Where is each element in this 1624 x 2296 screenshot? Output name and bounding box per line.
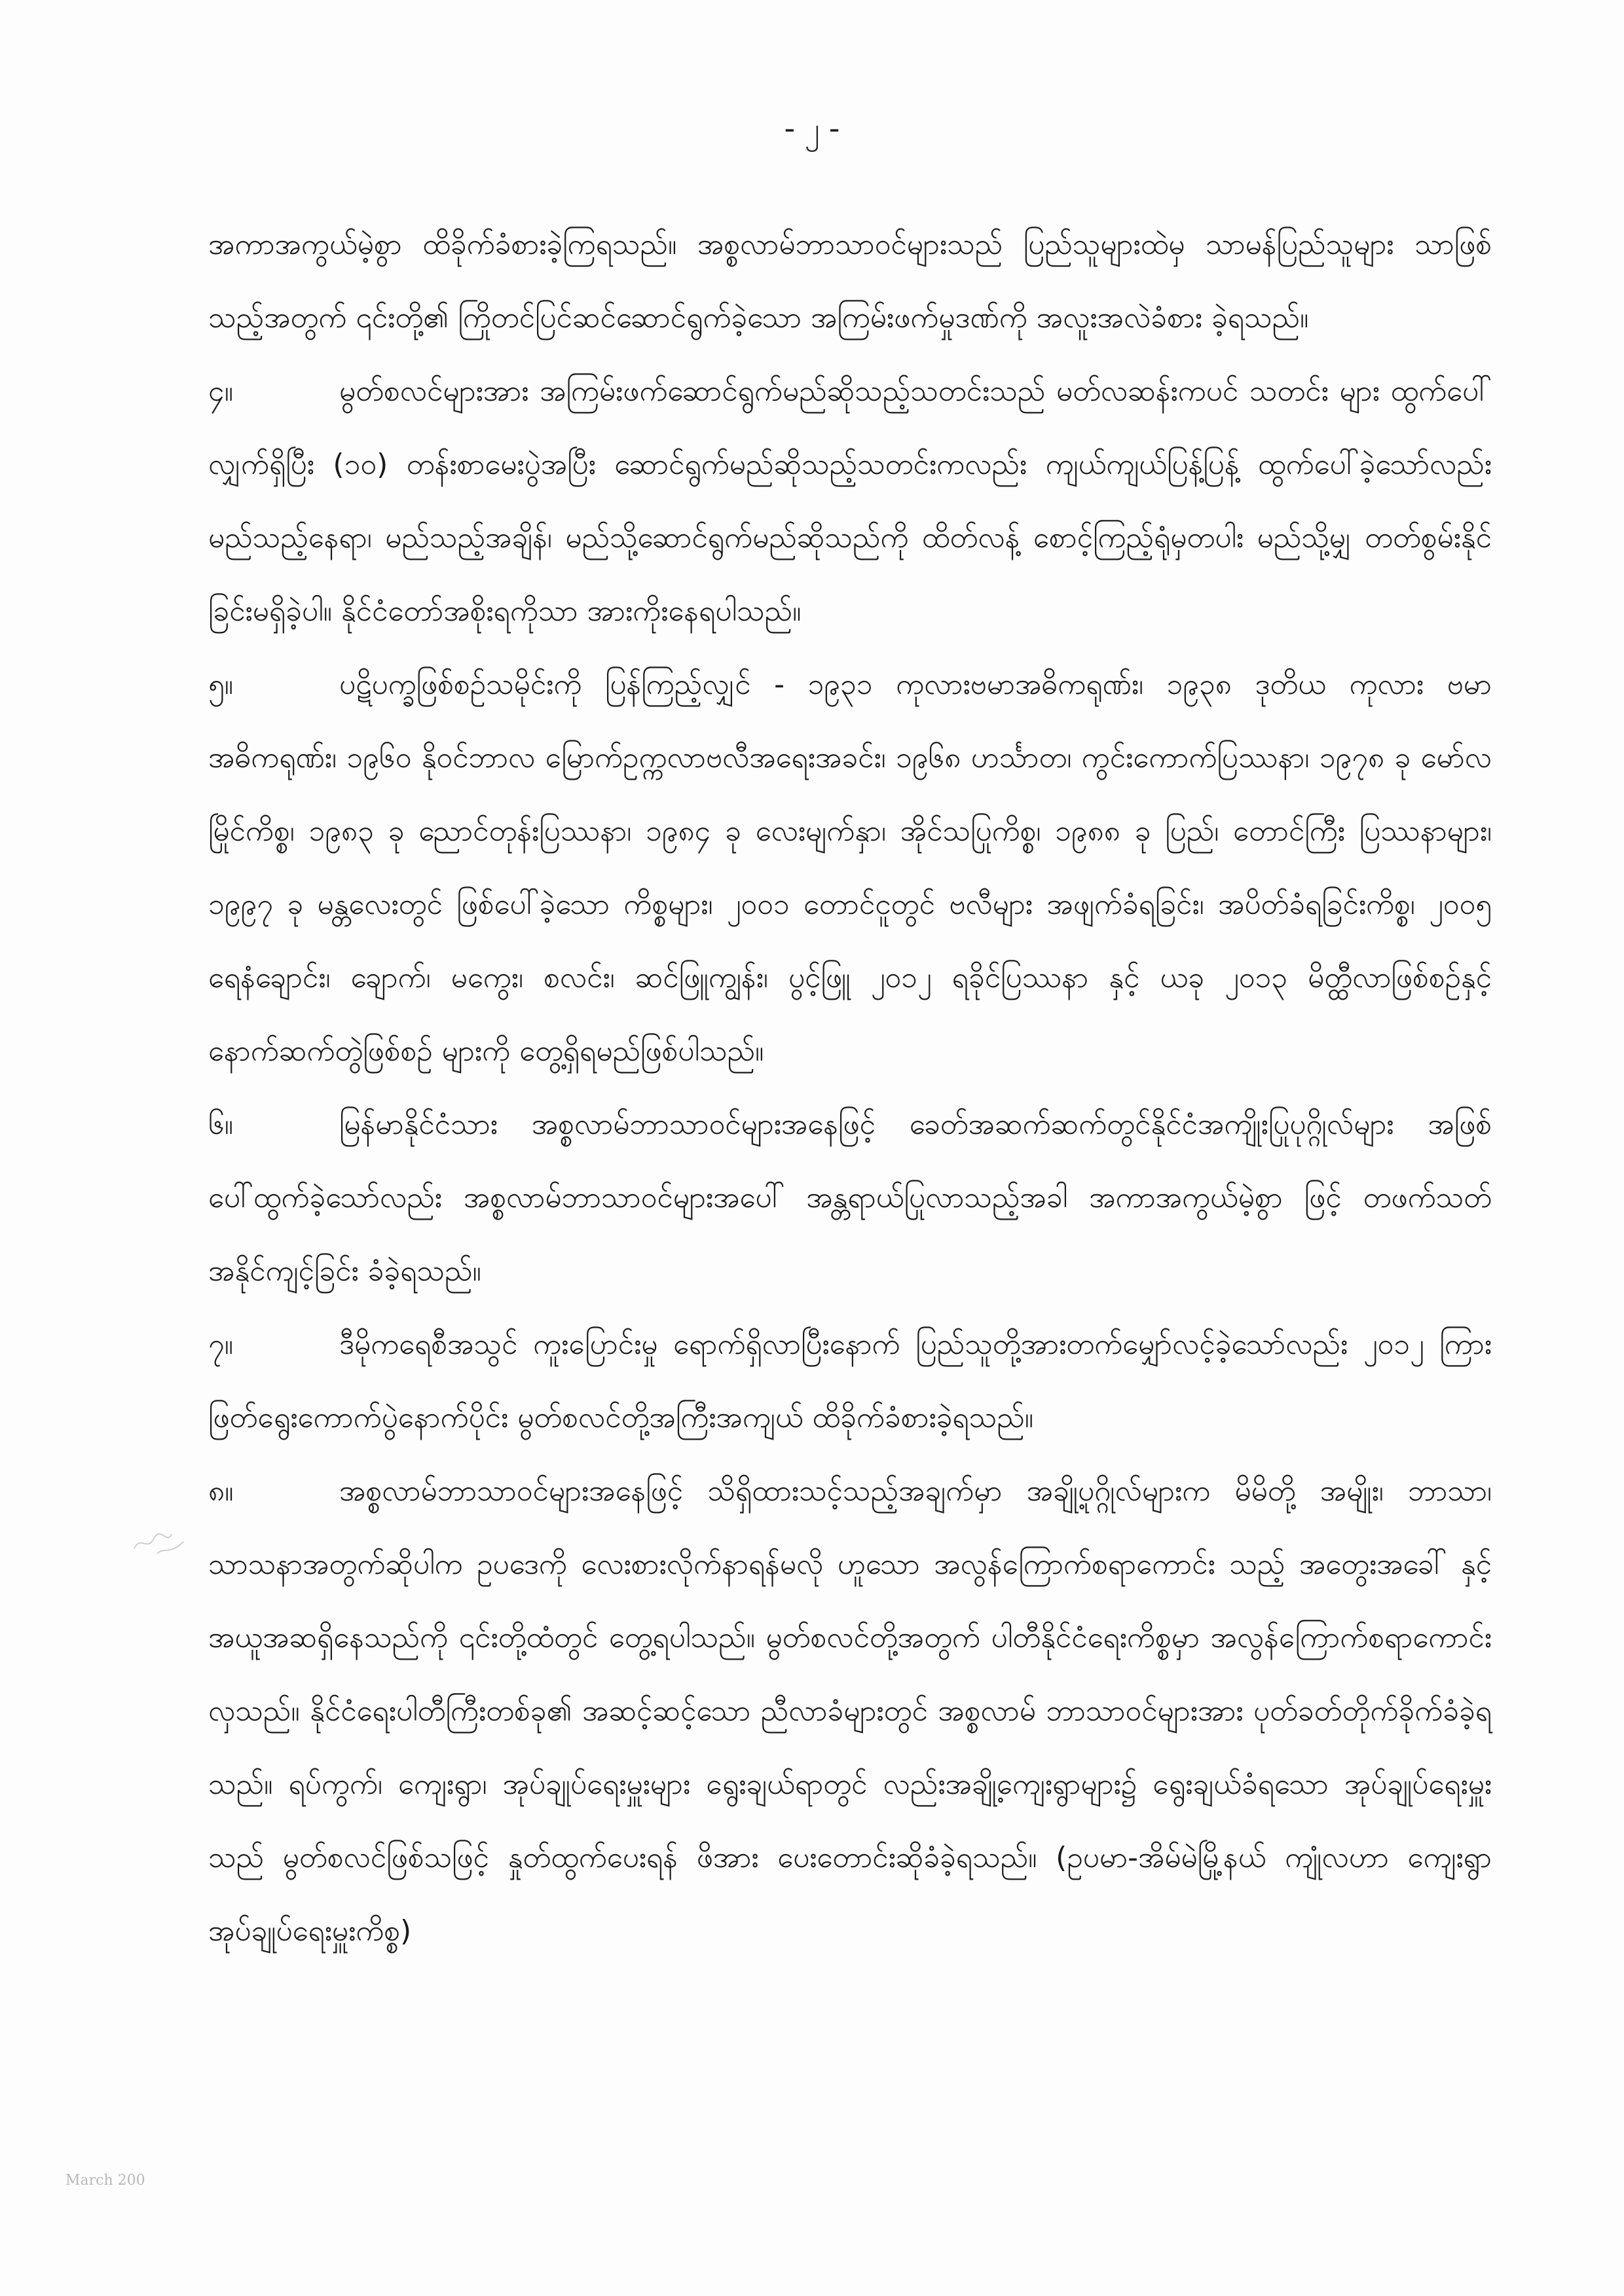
footer-watermark: March 200 xyxy=(65,2172,145,2189)
paragraph-continuation xyxy=(208,208,1492,355)
paragraph-number: ၆။ xyxy=(208,1108,234,1141)
paragraph-number: ၅။ xyxy=(208,668,234,701)
paragraph-4 xyxy=(208,355,1492,648)
paragraph-number: ၄။ xyxy=(208,374,234,408)
page-number: - ၂ - xyxy=(784,111,840,146)
margin-pencil-mark xyxy=(131,1522,190,1561)
paragraph-7 xyxy=(208,1308,1492,1455)
paragraph-8 xyxy=(208,1455,1492,1968)
paragraph-6 xyxy=(208,1088,1492,1308)
paragraph-text: မြန်မာနိုင်ငံသား အစ္စလာမ်ဘာသာဝင်များအနေဖြင့် ခေတ်အဆက်ဆက်တွင်နိုင်ငံအကျိုးပြုပုဂ္ဂိုလ်များ အဖြစ် ပေါ်ထွက်ခဲ့သော်လည်း အစ္စလာမ်ဘာသာဝင်များအပေါ် အန္တရာယ်ပြုလာသည့်အခါ အကာအကွယ်မဲ့စွာ ဖြင့် တဖက်သတ်အနိုင်ကျင့်ခြင်း ခံခဲ့ရသည်။ xyxy=(208,1108,1492,1288)
paragraph-number: ၇။ xyxy=(208,1328,234,1361)
paragraph-text: ဒီမိုကရေစီအသွင် ကူးပြောင်းမှု ရောက်ရှိလာပြီးနောက် ပြည်သူတို့အားတက်မျှော်လင့်ခဲ့သော်လည်း ၂၀၁၂ ကြားဖြတ်ရွေးကောက်ပွဲနောက်ပိုင်း မွတ်စလင်တို့အကြီးအကျယ် ထိခိုက်ခံစားခဲ့ရသည်။ xyxy=(208,1328,1492,1434)
paragraph-text: မွတ်စလင်များအား အကြမ်းဖက်ဆောင်ရွက်မည်ဆိုသည့်သတင်းသည် မတ်လဆန်းကပင် သတင်း များ ထွက်ပေါ်လျှက်ရှိပြီး (၁၀) တန်းစာမေးပွဲအပြီး ဆောင်ရွက်မည်ဆိုသည့်သတင်းကလည်း ကျယ်ကျယ်ပြန့်ပြန့် ထွက်ပေါ်ခဲ့သော်လည်း မည်သည့်နေရာ၊ မည်သည့်အချိန်၊ မည်သို့ဆောင်ရွက်မည်ဆိုသည်ကို ထိတ်လန့် စောင့်ကြည့်ရုံမှတပါး မည်သို့မျှ တတ်စွမ်းနိုင်ခြင်းမရှိခဲ့ပါ။ နိုင်ငံတော်အစိုးရကိုသာ အားကိုးနေရပါသည်။ xyxy=(208,374,1492,628)
paragraph-text: အကာအကွယ်မဲ့စွာ ထိခိုက်ခံစားခဲ့ကြရသည်။ အစ္စလာမ်ဘာသာဝင်များသည် ပြည်သူများထဲမှ သာမန်ပြည်သူများ သာဖြစ်သည့်အတွက် ၎င်းတို့၏ ကြိုတင်ပြင်ဆင်ဆောင်ရွက်ခဲ့သော အကြမ်းဖက်မှုဒဏ်ကို အလူးအလဲခံစား ခဲ့ရသည်။ xyxy=(208,228,1492,335)
paragraph-5 xyxy=(208,648,1492,1088)
paragraph-text: ပဋိပက္ခဖြစ်စဉ်သမိုင်းကို ပြန်ကြည့်လျှင် - ၁၉၃၁ ကုလားဗမာအဓိကရုဏ်း၊ ၁၉၃၈ ဒုတိယ ကုလား ဗမာ အဓိကရုဏ်း၊ ၁၉၆၀ နိုဝင်ဘာလ မြောက်ဥက္ကလာဗလီအရေးအခင်း၊ ၁၉၆၈ ဟင်္သာတ၊ ကွင်းကောက်ပြဿနာ၊ ၁၉၇၈ ခု မော်လမြိုင်ကိစ္စ၊ ၁၉၈၃ ခု ညောင်တုန်းပြဿနာ၊ ၁၉၈၄ ခု လေးမျက်နှာ၊ အိုင်သပြုကိစ္စ၊ ၁၉၈၈ ခု ပြည်၊ တောင်ကြီး ပြဿနာများ၊ ၁၉၉၇ ခု မန္တလေးတွင် ဖြစ်ပေါ်ခဲ့သော ကိစ္စများ၊ ၂၀၀၁ တောင်ငူတွင် ဗလီများ အဖျက်ခံရခြင်း၊ အပိတ်ခံရခြင်းကိစ္စ၊ ၂၀၀၅ ရေနံချောင်း၊ ချောက်၊ မကွေး၊ စလင်း၊ ဆင်ဖြူကျွန်း၊ ပွင့်ဖြူ ၂၀၁၂ ရခိုင်ပြဿနာ နှင့် ယခု ၂၀၁၃ မိတ္ထီလာဖြစ်စဉ်နှင့် နောက်ဆက်တွဲဖြစ်စဉ် များကို တွေ့ရှိရမည်ဖြစ်ပါသည်။ xyxy=(208,668,1492,1068)
paragraph-text: အစ္စလာမ်ဘာသာဝင်များအနေဖြင့် သိရှိထားသင့်သည့်အချက်မှာ အချို့ပုဂ္ဂိုလ်များက မိမိတို့ အမျိုး၊ ဘာသာ၊ သာသနာအတွက်ဆိုပါက ဥပဒေကို လေးစားလိုက်နာရန်မလို ဟူသော အလွန်ကြောက်စရာကောင်း သည့် အတွေးအခေါ် နှင့် အယူအဆရှိနေသည်ကို ၎င်းတို့ထံတွင် တွေ့ရပါသည်။ မွတ်စလင်တို့အတွက် ပါတီနိုင်ငံရေးကိစ္စမှာ အလွန်ကြောက်စရာကောင်းလှသည်။ နိုင်ငံရေးပါတီကြီးတစ်ခု၏ အဆင့်ဆင့်သော ညီလာခံများတွင် အစ္စလာမ် ဘာသာဝင်များအား ပုတ်ခတ်တိုက်ခိုက်ခံခဲ့ရသည်။ ရပ်ကွက်၊ ကျေးရွာ၊ အုပ်ချုပ်ရေးမှူးများ ရွေးချယ်ရာတွင် လည်းအချို့ကျေးရွာများ၌ ရွေးချယ်ခံရသော အုပ်ချုပ်ရေးမှူးသည် မွတ်စလင်ဖြစ်သဖြင့် နှုတ်ထွက်ပေးရန် ဖိအား ပေးတောင်းဆိုခံခဲ့ရသည်။ (ဥပမာ-အိမ်မဲမြို့နယ် ကျုံလဟာ ကျေးရွာအုပ်ချုပ်ရေးမှူးကိစ္စ) xyxy=(208,1474,1492,1948)
paragraph-number: ၈။ xyxy=(208,1474,234,1508)
document-body xyxy=(208,208,1492,1968)
